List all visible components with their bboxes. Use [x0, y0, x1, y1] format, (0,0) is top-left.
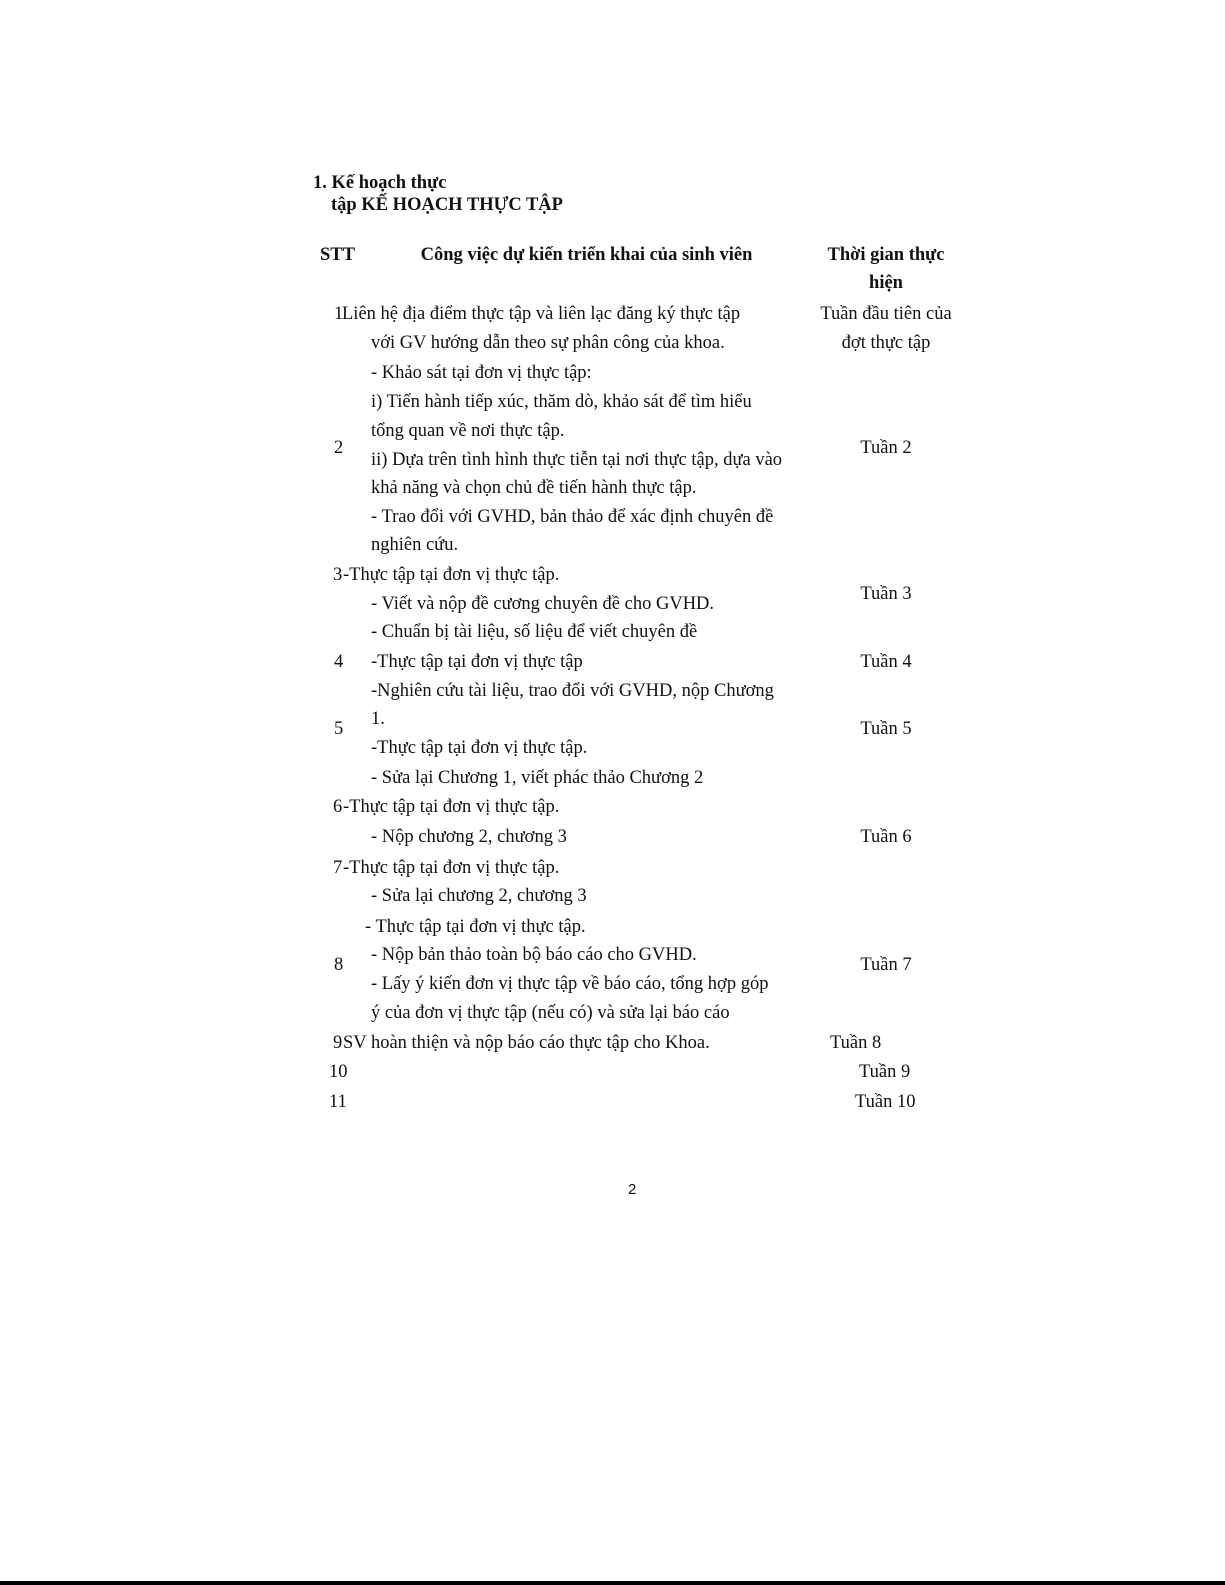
- row-10-time: Tuần 9: [859, 1062, 911, 1082]
- row-6-line-2: - Nộp chương 2, chương 3: [371, 827, 567, 847]
- col-header-work: Công việc dự kiến triển khai của sinh viên: [420, 245, 753, 265]
- row-8-stt: 8: [334, 955, 344, 975]
- row-9-stt: 9: [333, 1033, 343, 1053]
- row-5-line-3: -Thực tập tại đơn vị thực tập.: [371, 738, 588, 758]
- row-2-line-6: - Trao đổi với GVHD, bản thảo để xác định chuyên đề: [371, 507, 774, 527]
- row-6-stt: 6: [333, 797, 343, 817]
- row-7-line-1: -Thực tập tại đơn vị thực tập.: [343, 858, 560, 878]
- section-heading-line2: tập KẾ HOẠCH THỰC TẬP: [331, 195, 563, 215]
- row-10-stt: 10: [329, 1062, 348, 1082]
- row-2-line-3: tổng quan về nơi thực tập.: [371, 421, 565, 441]
- row-7-line-2: - Sửa lại chương 2, chương 3: [371, 886, 587, 906]
- row-6-line-1: -Thực tập tại đơn vị thực tập.: [343, 797, 560, 817]
- row-4-line-1: -Thực tập tại đơn vị thực tập: [371, 652, 583, 672]
- row-3-line-3: - Chuẩn bị tài liệu, số liệu để viết chuyên đề: [371, 622, 698, 642]
- row-2-stt: 2: [334, 438, 344, 458]
- row-11-stt: 11: [329, 1092, 347, 1112]
- row-1-stt: 1: [334, 304, 344, 324]
- row-5-line-4: - Sửa lại Chương 1, viết phác thảo Chương 2: [371, 768, 704, 788]
- row-8-time: Tuần 7: [860, 955, 912, 975]
- row-4-time: Tuần 4: [860, 652, 912, 672]
- page-number: 2: [628, 1181, 637, 1198]
- row-11-time: Tuần 10: [855, 1092, 916, 1112]
- row-9-time: Tuần 8: [830, 1033, 882, 1053]
- row-6-time: Tuần 6: [860, 827, 912, 847]
- row-5-line-2: 1.: [371, 709, 385, 729]
- row-3-line-1: -Thực tập tại đơn vị thực tập.: [343, 565, 560, 585]
- col-header-stt: STT: [320, 245, 355, 265]
- row-2-line-4: ii) Dựa trên tình hình thực tiễn tại nơi thực tập, dựa vào: [371, 450, 783, 470]
- row-1-line-2: với GV hướng dẫn theo sự phân công của khoa.: [371, 333, 725, 353]
- row-1-line-1: Liên hệ địa điểm thực tập và liên lạc đăng ký thực tập: [342, 304, 741, 324]
- row-2-line-7: nghiên cứu.: [371, 535, 459, 555]
- row-2-line-1: - Khảo sát tại đơn vị thực tập:: [371, 363, 592, 383]
- row-8-line-1: - Thực tập tại đơn vị thực tập.: [365, 917, 586, 937]
- row-5-time: Tuần 5: [860, 719, 912, 739]
- row-5-line-1: -Nghiên cứu tài liệu, trao đổi với GVHD, nộp Chương: [371, 681, 774, 701]
- section-heading-line1: 1. Kế hoạch thực: [313, 173, 447, 193]
- row-3-time: Tuần 3: [860, 584, 912, 604]
- col-header-time-line2: hiện: [869, 273, 903, 293]
- row-2-line-2: i) Tiến hành tiếp xúc, thăm dò, khảo sát để tìm hiểu: [371, 392, 752, 412]
- row-7-stt: 7: [333, 858, 343, 878]
- bottom-edge-divider: [0, 1581, 1225, 1585]
- row-8-line-2: - Nộp bản thảo toàn bộ báo cáo cho GVHD.: [371, 945, 697, 965]
- row-3-line-2: - Viết và nộp đề cương chuyên đề cho GVHD.: [371, 594, 715, 614]
- row-8-line-4: ý của đơn vị thực tập (nếu có) và sửa lại báo cáo: [371, 1003, 730, 1023]
- row-3-stt: 3: [333, 565, 343, 585]
- row-1-time-line-2: đợt thực tập: [841, 333, 931, 353]
- col-header-time-line1: Thời gian thực: [827, 245, 945, 265]
- row-8-line-3: - Lấy ý kiến đơn vị thực tập về báo cáo, tổng hợp góp: [371, 974, 769, 994]
- row-2-time: Tuần 2: [860, 438, 912, 458]
- row-9-line-1: SV hoàn thiện và nộp báo cáo thực tập cho Khoa.: [343, 1033, 710, 1053]
- row-1-time-line-1: Tuần đầu tiên của: [820, 304, 952, 324]
- row-2-line-5: khả năng và chọn chủ đề tiến hành thực tập.: [371, 478, 697, 498]
- row-5-stt: 5: [334, 719, 344, 739]
- row-4-stt: 4: [334, 652, 344, 672]
